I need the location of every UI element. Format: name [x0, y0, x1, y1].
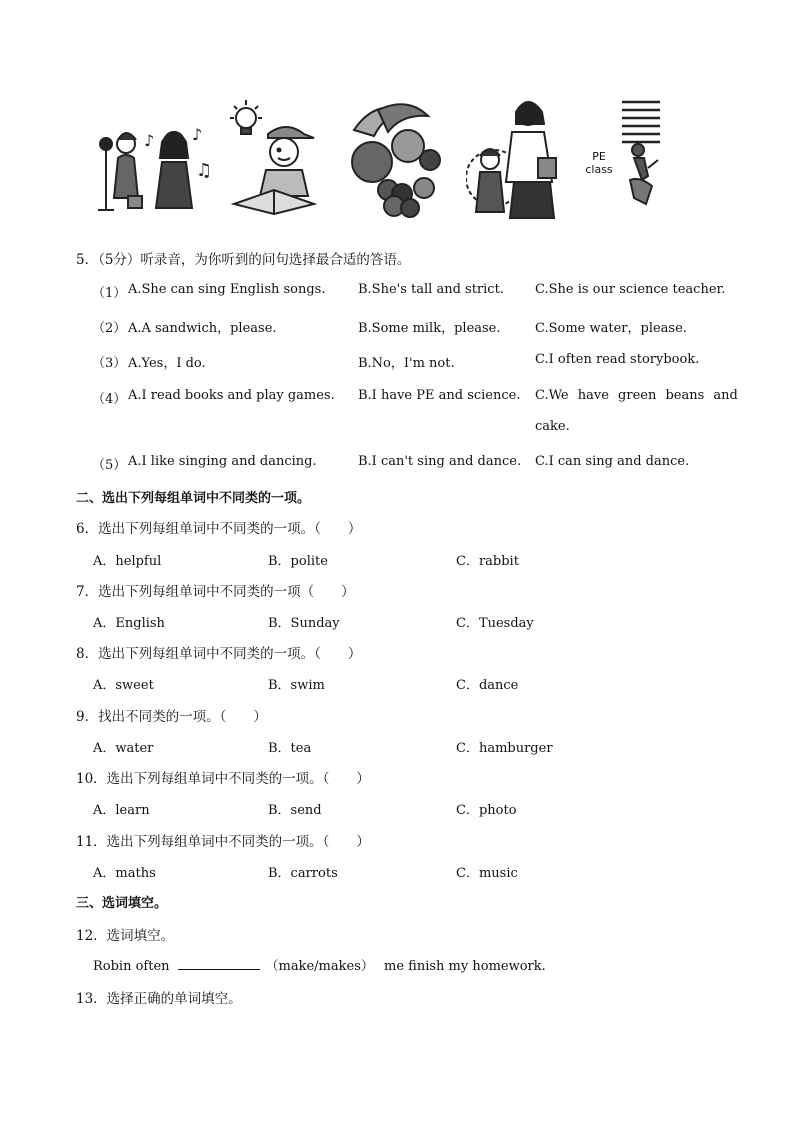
q7-option-c[interactable]: C．Tuesday — [456, 616, 534, 631]
q5-row-2-option-a[interactable]: A.A sandwich，please. — [128, 321, 277, 336]
mother-daughter-icon — [466, 98, 566, 222]
q7-stem: 7．选出下列每组单词中不同类的一项（ ） — [76, 584, 355, 600]
q10-stem: 10．选出下列每组单词中不同类的一项。（ ） — [76, 771, 370, 787]
q6-option-a[interactable]: A．helpful — [93, 554, 162, 569]
q6-stem: 6．选出下列每组单词中不同类的一项。（ ） — [76, 521, 362, 537]
q11-option-a[interactable]: A．maths — [93, 866, 156, 881]
q7-option-b[interactable]: B．Sunday — [268, 616, 340, 631]
q13-stem: 13．选择正确的单词填空。 — [76, 991, 242, 1007]
picture-singing-children — [92, 118, 212, 218]
section-3-title: 三、选词填空。 — [76, 896, 168, 911]
q10-option-a[interactable]: A．learn — [93, 803, 150, 818]
q5-row-5-option-c[interactable]: C.I can sing and dance. — [535, 454, 690, 469]
q5-row-1-option-a[interactable]: A.She can sing English songs. — [128, 282, 326, 297]
q5-row-4-num: （4） — [92, 392, 127, 407]
svg-text:♪: ♪ — [192, 125, 203, 144]
q5-row-3-option-a[interactable]: A.Yes，I do. — [128, 356, 206, 371]
q5-row-5-option-a[interactable]: A.I like singing and dancing. — [128, 454, 317, 469]
q5-row-1-num: （1） — [92, 286, 127, 301]
q5-stem: 5．（5分）听录音，为你听到的问句选择最合适的答语。 — [76, 252, 411, 268]
q10-option-c[interactable]: C．photo — [456, 803, 517, 818]
q8-option-c[interactable]: C．dance — [456, 678, 519, 693]
q5-row-4-option-a[interactable]: A.I read books and play games. — [128, 388, 335, 403]
pe-class-icon — [616, 98, 662, 208]
q10-option-b[interactable]: B．send — [268, 803, 322, 818]
q11-stem: 11．选出下列每组单词中不同类的一项。（ ） — [76, 834, 370, 850]
q12-answer-blank[interactable] — [178, 957, 260, 970]
svg-text:♪: ♪ — [144, 131, 155, 150]
q7-option-a[interactable]: A．English — [93, 616, 165, 631]
q5-row-1-option-c[interactable]: C.She is our science teacher. — [535, 282, 726, 297]
q12-stem: 12．选词填空。 — [76, 928, 175, 944]
q9-option-c[interactable]: C．hamburger — [456, 741, 553, 756]
q11-option-b[interactable]: B．carrots — [268, 866, 338, 881]
q8-stem: 8．选出下列每组单词中不同类的一项。（ ） — [76, 646, 362, 662]
q5-row-2-option-c[interactable]: C.Some water，please. — [535, 321, 687, 336]
q5-row-4-option-c-continued: cake. — [535, 419, 570, 434]
q6-option-c[interactable]: C．rabbit — [456, 554, 519, 569]
q12-text-after: me finish my homework. — [384, 959, 546, 974]
q5-row-4-option-b[interactable]: B.I have PE and science. — [358, 388, 521, 403]
q9-option-a[interactable]: A．water — [93, 741, 154, 756]
q12-text-before: Robin often — [93, 959, 170, 974]
q5-row-3-option-b[interactable]: B.No，I'm not. — [358, 356, 455, 371]
q5-row-3-option-c[interactable]: C.I often read storybook. — [535, 352, 700, 367]
fruit-basket-icon — [348, 100, 444, 220]
q5-row-2-num: （2） — [92, 321, 127, 336]
section-2-title: 二、选出下列每组单词中不同类的一项。 — [76, 491, 311, 506]
pe-label-line2: class — [585, 163, 613, 176]
q11-option-c[interactable]: C．music — [456, 866, 518, 881]
picture-mother-daughter — [466, 98, 566, 222]
pe-label-line1: PE — [592, 150, 606, 163]
q5-row-3-num: （3） — [92, 356, 127, 371]
q5-row-5-num: （5） — [92, 458, 127, 473]
picture-boy-reading — [228, 100, 318, 215]
q6-option-b[interactable]: B．polite — [268, 554, 328, 569]
q5-row-4-option-c[interactable]: C.We have green beans and — [535, 388, 738, 403]
q12-sentence — [93, 955, 546, 974]
pe-class-label — [584, 150, 614, 176]
q9-option-b[interactable]: B．tea — [268, 741, 312, 756]
svg-text:♫: ♫ — [196, 160, 212, 181]
q8-option-b[interactable]: B．swim — [268, 678, 325, 693]
q5-row-2-option-b[interactable]: B.Some milk，please. — [358, 321, 501, 336]
q8-option-a[interactable]: A．sweet — [93, 678, 154, 693]
q12-choice: （make/makes） — [265, 959, 374, 974]
picture-fruits — [348, 100, 444, 220]
q5-row-5-option-b[interactable]: B.I can't sing and dance. — [358, 454, 522, 469]
boy-reading-idea-icon — [228, 100, 318, 215]
q9-stem: 9．找出不同类的一项。（ ） — [76, 709, 267, 725]
q5-row-1-option-b[interactable]: B.She's tall and strict. — [358, 282, 504, 297]
singing-children-icon — [92, 118, 212, 218]
